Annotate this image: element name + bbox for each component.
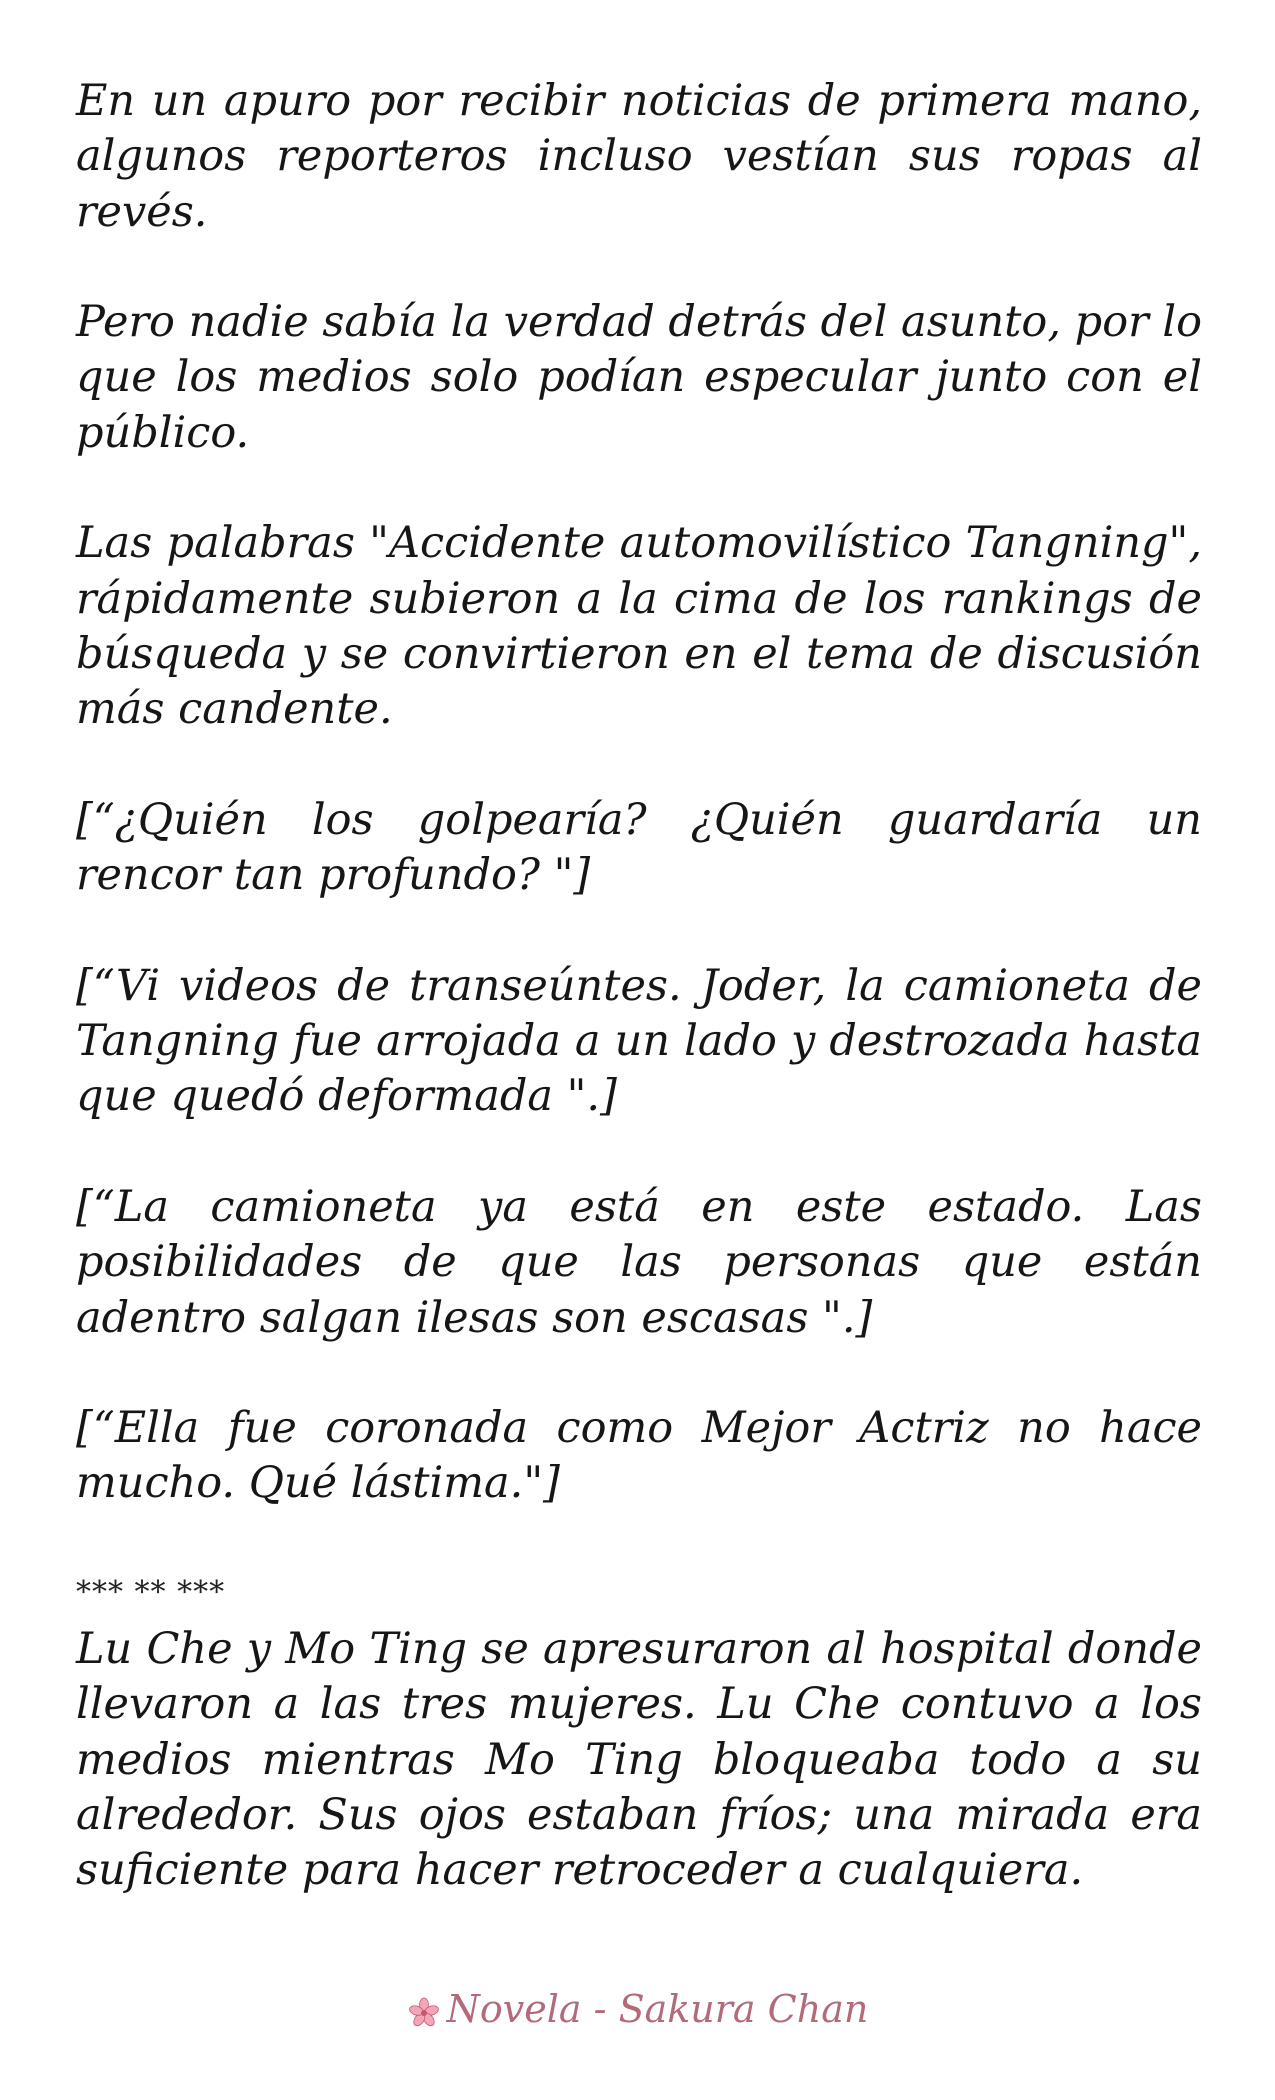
scene-separator: *** ** *** (76, 1575, 226, 1611)
sakura-flower-icon (407, 1992, 441, 2026)
watermark-text: Novela - Sakura Chan (446, 1987, 869, 2031)
paragraph: Pero nadie sabía la verdad detrás del asunto, por lo que los medios solo podían especular junto con el público. (76, 297, 1202, 458)
paragraph-gap (76, 461, 1202, 516)
paragraph-gap (76, 1346, 1202, 1401)
paragraph-gap (76, 240, 1202, 295)
chapter-text (76, 74, 1202, 1899)
paragraph-gap (76, 1125, 1202, 1180)
comment-quote: [“¿Quién los golpearía? ¿Quién guardaría un rencor tan profundo? "] (76, 794, 1202, 901)
comment-quote: [“Vi videos de transeúntes. Joder, la camioneta de Tangning fue arrojada a un lado y destrozada hasta que quedó deformada ".] (76, 960, 1202, 1122)
watermark (0, 1984, 1275, 2034)
paragraph: Las palabras "Accidente automovilístico Tangning", rápidamente subieron a la cima de los rankings de búsqueda y se convirtieron en el tema de discusión más candente. (76, 518, 1202, 735)
comment-quote: [“La camioneta ya está en este estado. Las posibilidades de que las personas que están adentro salgan ilesas son escasas ".] (76, 1181, 1202, 1343)
comment-quote: [“Ella fue coronada como Mejor Actriz no hace mucho. Qué lástima."] (76, 1403, 1202, 1509)
paragraph-gap (76, 1512, 1202, 1567)
paragraph-gap (76, 738, 1202, 793)
paragraph: Lu Che y Mo Ting se apresuraron al hospital donde llevaron a las tres mujeres. Lu Che contuvo a los medios mientras Mo Ting bloqueaba todo a su alrededor. Sus ojos estaban fríos; una mirada era suficiente para hacer retroceder a cualquiera. (76, 1624, 1202, 1896)
paragraph: En un apuro por recibir noticias de primera mano, algunos reporteros incluso vestían sus ropas al revés. (76, 76, 1202, 237)
paragraph-gap (76, 903, 1202, 958)
